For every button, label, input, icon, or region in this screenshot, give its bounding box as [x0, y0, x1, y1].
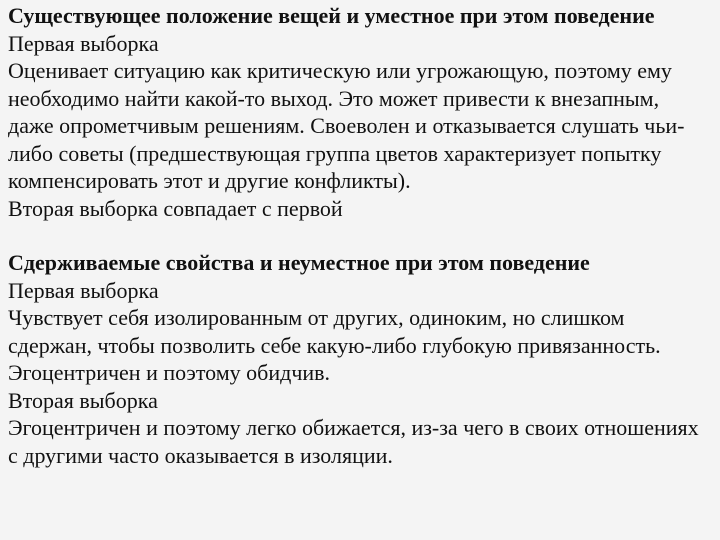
document-page	[8, 2, 708, 469]
first-sample-label: Первая выборка	[8, 277, 159, 303]
first-sample-text: Оценивает ситуацию как критическую или угрожающую, поэтому ему необходимо найти какой-то выход. Это может привести к внезапным, даже опрометчивым решениям. Своеволен и отказывается слушать чьи-либо советы (предшествующая группа цветов характеризует попытку компенсировать этот и другие конфликты).	[8, 58, 685, 193]
section-restrained-traits	[8, 249, 708, 469]
first-sample-text: Чувствует себя изолированным от других, одиноким, но слишком сдержан, чтобы позволить себе какую-либо глубокую привязанность. Эгоцентричен и поэтому обидчив.	[8, 305, 661, 385]
section-spacer	[8, 222, 708, 249]
second-sample-label: Вторая выборка	[8, 387, 158, 413]
second-sample-text: Вторая выборка совпадает с первой	[8, 195, 343, 221]
first-sample-label: Первая выборка	[8, 30, 159, 56]
section-heading: Сдерживаемые свойства и неуместное при этом поведение	[8, 250, 590, 275]
section-heading: Существующее положение вещей и уместное при этом поведение	[8, 3, 655, 28]
second-sample-text: Эгоцентричен и поэтому легко обижается, из-за чего в своих отношениях с другими часто оказывается в изоляции.	[8, 415, 699, 468]
section-current-state	[8, 2, 708, 222]
